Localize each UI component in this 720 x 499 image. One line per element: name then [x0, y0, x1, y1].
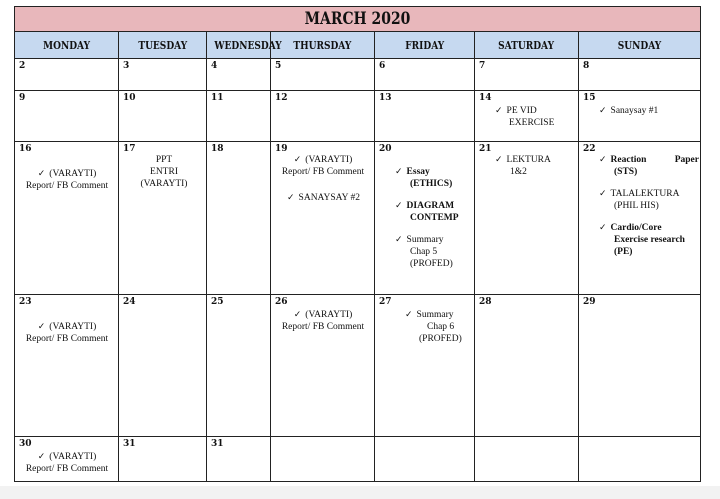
event-varayti-report: ✓ (VARAYTI) Report/ FB Comment: [25, 169, 109, 192]
weekday-friday: FRIDAY: [375, 32, 475, 58]
event-varayti-report: ✓ (VARAYTI) Report/ FB Comment: [281, 309, 365, 332]
event-talalektura: ✓ TALALEKTURA (PHIL HIS): [599, 189, 680, 212]
page-bottom-strip: [0, 486, 720, 499]
weekday-tuesday: TUESDAY: [119, 32, 207, 58]
week-row: [15, 58, 701, 91]
event-sanaysay-1: ✓ Sanaysay #1: [599, 106, 659, 117]
day-number: 7: [479, 60, 486, 71]
day-number: 31: [123, 439, 136, 450]
weekday-wednesday: WEDNESDAY: [207, 32, 271, 58]
event-pe-vid: ✓ PE VID EXERCISE: [495, 106, 555, 129]
day-cell: [271, 142, 375, 295]
day-number: 17: [123, 144, 136, 155]
weekday-thursday: THURSDAY: [271, 32, 375, 58]
day-number: 22: [583, 144, 596, 155]
day-number: 15: [583, 93, 596, 104]
day-number: 21: [479, 144, 492, 155]
day-number: 24: [123, 296, 136, 307]
day-number: 12: [275, 93, 288, 104]
day-cell: [375, 437, 475, 482]
day-cell: [119, 91, 207, 142]
event-reaction-paper: ✓ Reaction Paper (STS): [599, 155, 699, 178]
day-cell: [207, 91, 271, 142]
checkmark-icon: ✓: [37, 169, 46, 180]
event-ppt-entri: PPT ENTRI (VARAYTI): [140, 155, 188, 190]
day-cell: [375, 142, 475, 295]
week-row: [15, 142, 701, 295]
event-summary-chap6: ✓ Summary Chap 6 (PROFED): [405, 309, 462, 344]
day-cell: [579, 294, 701, 436]
weekday-saturday: SATURDAY: [475, 32, 579, 58]
day-cell: [271, 91, 375, 142]
day-cell: [207, 437, 271, 482]
event-varayti-report: ✓ (VARAYTI) Report/ FB Comment: [25, 321, 109, 344]
day-number: 10: [123, 93, 136, 104]
day-number: 31: [211, 439, 224, 450]
day-cell: [579, 58, 701, 91]
day-cell: [15, 91, 119, 142]
day-cell: [15, 437, 119, 482]
checkmark-icon: ✓: [287, 193, 295, 204]
day-cell: [207, 58, 271, 91]
day-cell: [375, 294, 475, 436]
day-number: 16: [19, 144, 32, 155]
event-varayti-report: ✓ (VARAYTI) Report/ FB Comment: [281, 155, 365, 178]
day-number: 30: [19, 439, 32, 450]
day-cell: [271, 437, 375, 482]
day-cell: [119, 142, 207, 295]
day-cell: [15, 294, 119, 436]
checkmark-icon: ✓: [37, 321, 46, 332]
day-number: 23: [19, 296, 32, 307]
checkmark-icon: ✓: [395, 201, 403, 212]
event-summary-chap5: ✓ Summary Chap 5 (PROFED): [395, 235, 453, 270]
day-number: 26: [275, 296, 288, 307]
event-sanaysay-2: ✓ SANAYSAY #2: [287, 193, 361, 204]
event-varayti-report: ✓ (VARAYTI) Report/ FB Comment: [25, 452, 109, 475]
calendar-table: [14, 6, 701, 482]
day-number: 11: [211, 93, 224, 104]
week-row: [15, 437, 701, 482]
day-number: 4: [211, 60, 218, 71]
day-cell: [119, 437, 207, 482]
checkmark-icon: ✓: [599, 223, 607, 234]
day-number: 27: [379, 296, 392, 307]
day-cell: [271, 294, 375, 436]
day-number: 6: [379, 60, 386, 71]
day-cell: [207, 294, 271, 436]
day-number: 25: [211, 296, 224, 307]
checkmark-icon: ✓: [495, 155, 503, 166]
calendar-title: MARCH 2020: [15, 7, 701, 32]
day-number: 18: [211, 144, 224, 155]
day-cell: [579, 142, 701, 295]
checkmark-icon: ✓: [293, 155, 302, 166]
day-number: 20: [379, 144, 392, 155]
day-number: 8: [583, 60, 590, 71]
checkmark-icon: ✓: [495, 106, 503, 117]
checkmark-icon: ✓: [37, 452, 46, 463]
day-cell: [15, 58, 119, 91]
weekday-header-row: [15, 32, 701, 58]
day-number: 9: [19, 93, 26, 104]
day-cell: [475, 58, 579, 91]
day-number: 5: [275, 60, 282, 71]
day-number: 14: [479, 93, 492, 104]
day-cell: [475, 437, 579, 482]
checkmark-icon: ✓: [405, 309, 413, 320]
checkmark-icon: ✓: [395, 167, 403, 178]
day-number: 13: [379, 93, 392, 104]
day-cell: [207, 142, 271, 295]
weekday-monday: MONDAY: [15, 32, 119, 58]
event-lektura: ✓ LEKTURA 1&2: [495, 155, 551, 178]
week-row: [15, 91, 701, 142]
checkmark-icon: ✓: [599, 189, 607, 200]
checkmark-icon: ✓: [599, 106, 607, 117]
event-essay-ethics: ✓ Essay (ETHICS): [395, 167, 453, 190]
day-cell: [475, 294, 579, 436]
day-cell: [15, 142, 119, 295]
day-number: 2: [19, 60, 26, 71]
checkmark-icon: ✓: [293, 309, 302, 320]
day-cell: [579, 91, 701, 142]
day-cell: [119, 58, 207, 91]
day-number: 29: [583, 296, 596, 307]
day-cell: [119, 294, 207, 436]
day-cell: [375, 91, 475, 142]
week-row: [15, 294, 701, 436]
day-cell: [475, 91, 579, 142]
day-number: 19: [275, 144, 288, 155]
day-number: 28: [479, 296, 492, 307]
weekday-sunday: SUNDAY: [579, 32, 701, 58]
checkmark-icon: ✓: [599, 155, 607, 166]
event-diagram-contemp: ✓ DIAGRAM CONTEMP: [395, 201, 459, 224]
day-cell: [475, 142, 579, 295]
day-cell: [375, 58, 475, 91]
day-number: 3: [123, 60, 130, 71]
event-cardio-core: ✓ Cardio/Core Exercise research (PE): [599, 223, 685, 258]
checkmark-icon: ✓: [395, 235, 403, 246]
day-cell: [579, 437, 701, 482]
day-cell: [271, 58, 375, 91]
